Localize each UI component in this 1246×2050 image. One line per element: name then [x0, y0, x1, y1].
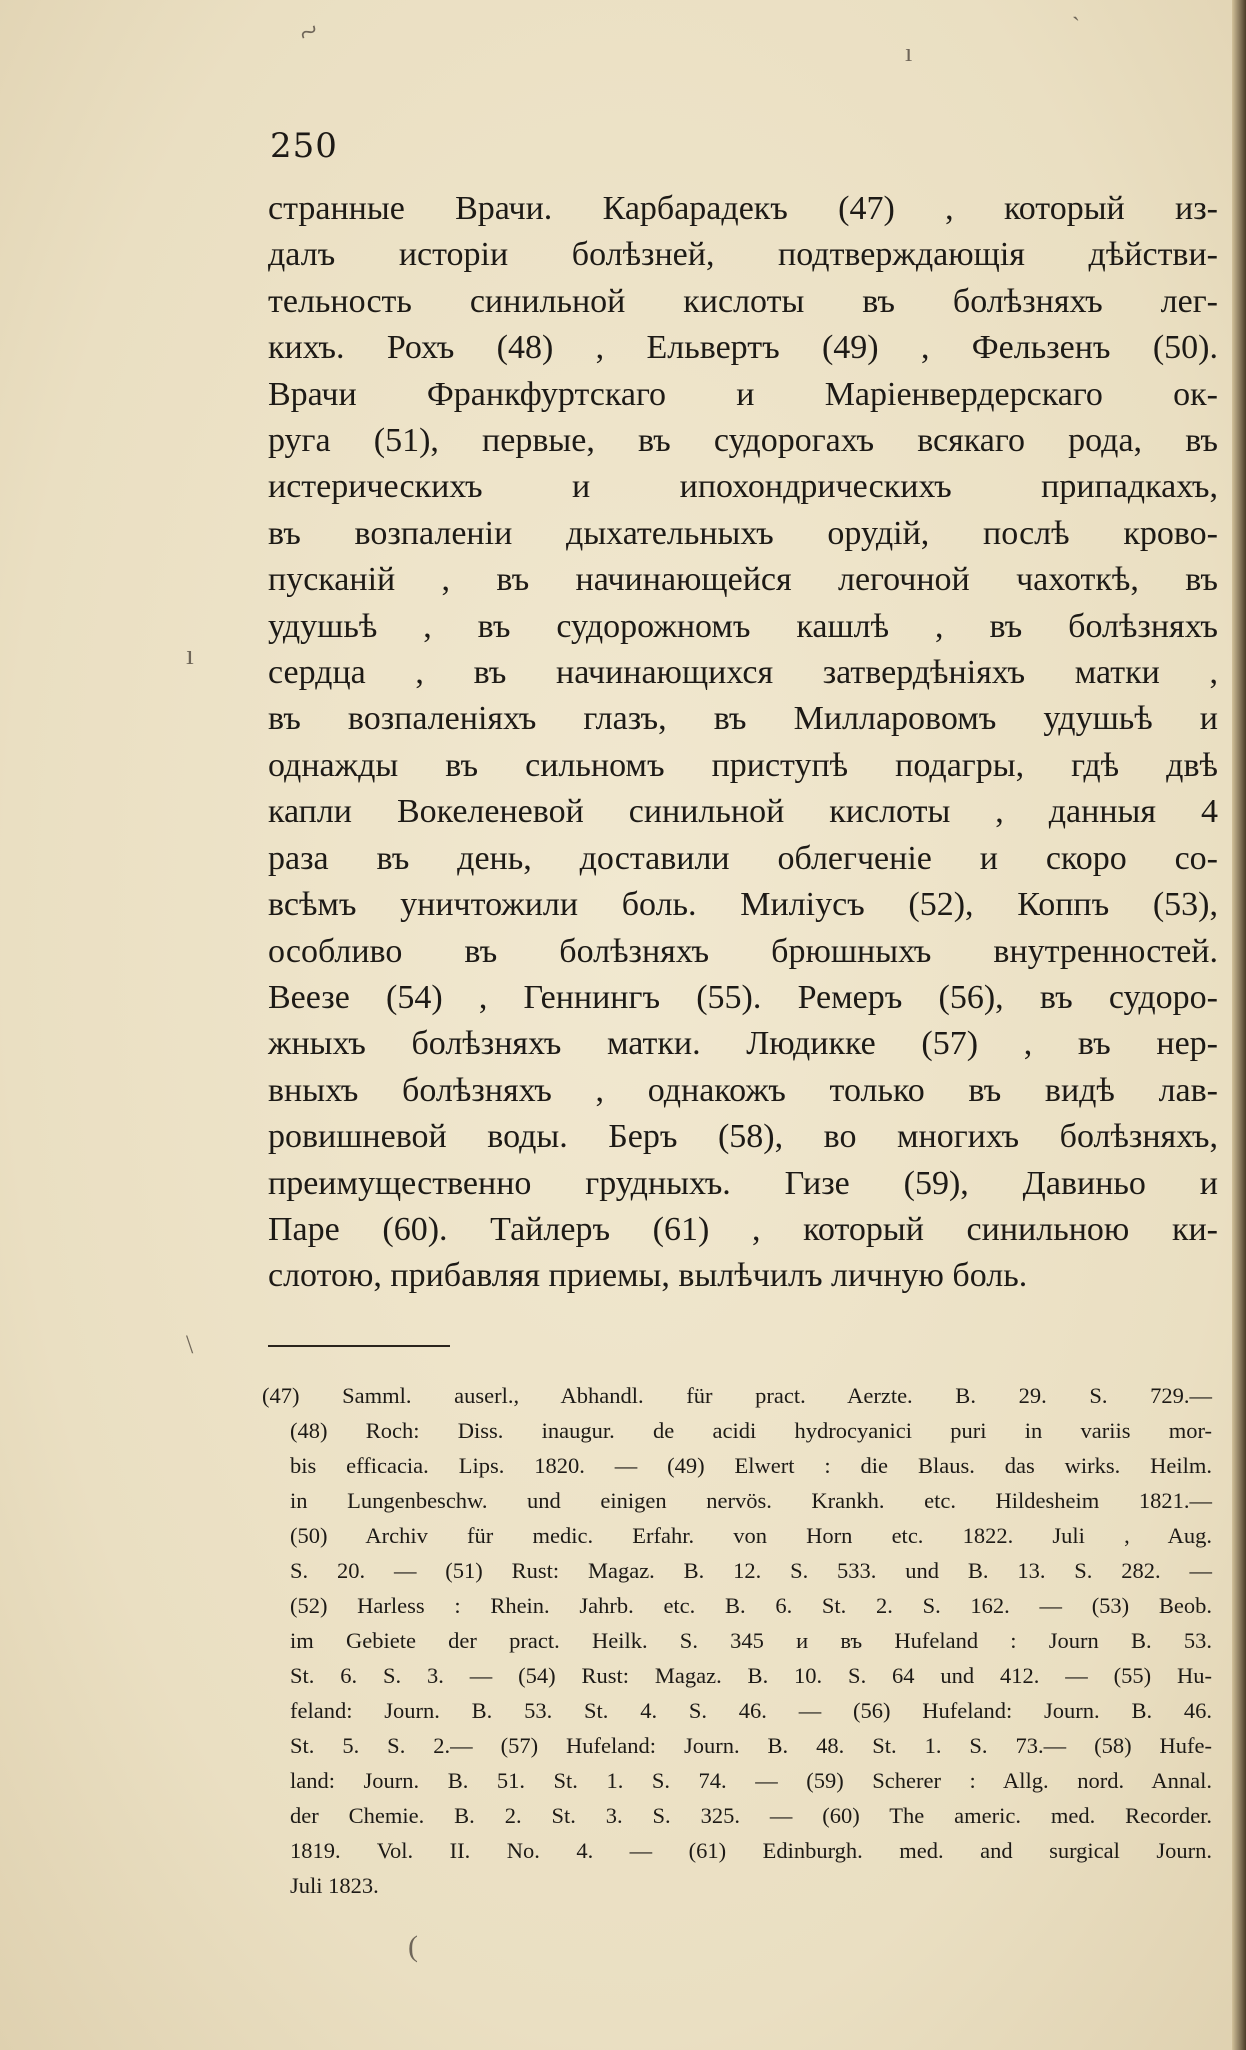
footnote-line: bis efficacia. Lips. 1820. — (49) Elwert : die Blaus. das wirks. Heilm. — [290, 1453, 1212, 1478]
stray-pen-mark: ı — [905, 38, 913, 67]
text-line: Веезе (54) , Геннингъ (55). Ремеръ (56), въ судоро- — [268, 978, 1218, 1016]
stray-pen-mark: \ — [186, 1330, 194, 1359]
text-line: странные Врачи. Карбарадекъ (47) , который из- — [268, 190, 1218, 227]
footnote-line: in Lungenbeschw. und einigen nervös. Krankh. etc. Hildesheim 1821.— — [290, 1488, 1212, 1513]
text-line: удушьѣ , въ судорожномъ кашлѣ , въ болѣзняхъ — [268, 607, 1218, 645]
text-line: раза въ день, доставили облегченіе и скоро со- — [268, 839, 1218, 877]
footnote-line: St. 6. S. 3. — (54) Rust: Magaz. B. 10. S. 64 und 412. — (55) Hu- — [290, 1663, 1212, 1688]
text-line: слотою, прибавляя приемы, вылѣчилъ личную боль. — [268, 1257, 1028, 1295]
text-line: далъ исторіи болѣзней, подтверждающія дѣйстви- — [268, 236, 1218, 274]
text-line: въ возпаленіи дыхательныхъ орудій, послѣ крово- — [268, 514, 1218, 552]
text-line: Врачи Франкфуртскаго и Маріенвердерскаго ок- — [268, 375, 1218, 413]
footnote-line: (52) Harless : Rhein. Jahrb. etc. B. 6. St. 2. S. 162. — (53) Beob. — [290, 1593, 1212, 1618]
footnote-line: im Gebiete der pract. Heilk. S. 345 и въ Hufeland : Journ B. 53. — [290, 1628, 1212, 1653]
text-line: жныхъ болѣзняхъ матки. Людикке (57) , въ нер- — [268, 1025, 1218, 1063]
footnote-line: feland: Journ. B. 53. St. 4. S. 46. — (56) Hufeland: Journ. B. 46. — [290, 1698, 1212, 1723]
page-edge-shadow — [1232, 0, 1246, 2050]
footnote-line: S. 20. — (51) Rust: Magaz. B. 12. S. 533. und B. 13. S. 282. — — [290, 1558, 1212, 1583]
page-number: 250 — [270, 126, 338, 166]
footnote-divider — [268, 1345, 450, 1347]
text-line: всѣмъ уничтожили боль. Милiусъ (52), Коппъ (53), — [268, 886, 1218, 924]
footnote-line: (47) Samml. auserl., Abhandl. für pract. Aerzte. B. 29. S. 729.— — [262, 1383, 1212, 1408]
text-line: кихъ. Рохъ (48) , Ельвертъ (49) , Фельзенъ (50). — [268, 329, 1218, 367]
footnote-line: land: Journ. B. 51. St. 1. S. 74. — (59) Scherer : Allg. nord. Annal. — [290, 1768, 1212, 1793]
text-line: истерическихъ и ипохондрическихъ припадкахъ, — [268, 468, 1218, 506]
footnote-line: 1819. Vol. II. No. 4. — (61) Edinburgh. med. and surgical Journ. — [290, 1838, 1212, 1863]
text-line: однажды въ сильномъ приступѣ подагры, гдѣ двѣ — [268, 746, 1218, 784]
stray-pen-mark: ( — [408, 1930, 418, 1963]
footnote-line: St. 5. S. 2.— (57) Hufeland: Journ. B. 48. St. 1. S. 73.— (58) Hufe- — [290, 1733, 1212, 1758]
text-line: капли Вокеленевой синильной кислоты , данныя 4 — [268, 793, 1218, 831]
footnote-line: Juli 1823. — [290, 1873, 379, 1898]
text-line: въ возпаленіяхъ глазъ, въ Милларовомъ удушьѣ и — [268, 700, 1218, 738]
text-line: вныхъ болѣзняхъ , однакожъ только въ видѣ лав- — [268, 1071, 1218, 1109]
text-line: руга (51), первые, въ судорогахъ всякаго рода, въ — [268, 422, 1218, 460]
text-line: ровишневой воды. Беръ (58), во многихъ болѣзняхъ, — [268, 1118, 1218, 1156]
text-line: преимущественно грудныхъ. Гизе (59), Давиньо и — [268, 1164, 1218, 1202]
text-line: Паре (60). Тайлеръ (61) , который синильною ки- — [268, 1210, 1218, 1248]
footnotes — [262, 1378, 1212, 1903]
text-line: пусканій , въ начинающейся легочной чахоткѣ, въ — [268, 561, 1218, 599]
stray-pen-mark: ~ — [291, 11, 327, 54]
text-line: сердца , въ начинающихся затвердѣніяхъ матки , — [268, 654, 1218, 692]
text-line: особливо въ болѣзняхъ брюшныхъ внутренностей. — [268, 932, 1218, 970]
footnote-line: (50) Archiv für medic. Erfahr. von Horn etc. 1822. Juli , Aug. — [290, 1523, 1212, 1548]
main-text — [268, 186, 1218, 1300]
stray-pen-mark: ı — [186, 640, 194, 671]
footnote-line: (48) Roch: Diss. inaugur. de acidi hydrocyanici puri in variis mor- — [290, 1418, 1212, 1443]
footnote-line: der Chemie. B. 2. St. 3. S. 325. — (60) The americ. med. Recorder. — [290, 1803, 1212, 1828]
text-line: тельность синильной кислоты въ болѣзняхъ лег- — [268, 282, 1218, 320]
stray-pen-mark: ˋ — [1072, 14, 1080, 40]
